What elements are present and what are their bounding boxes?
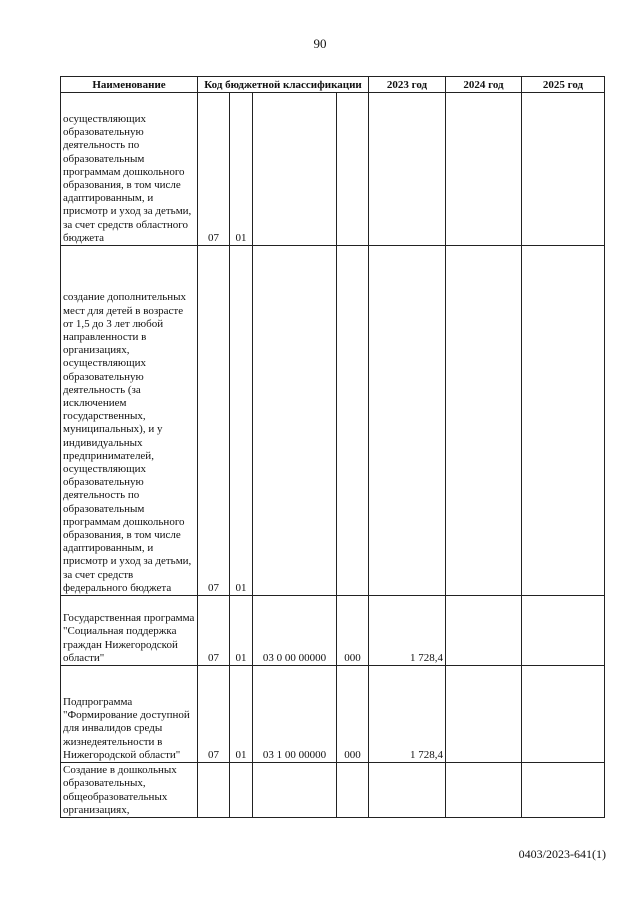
row-section: 07 — [198, 596, 230, 666]
row-2025 — [522, 763, 605, 818]
row-name: осуществляющих образовательную деятельность по образовательным программам дошкольного образования, в том числе адаптированным, и присмотр и уход за детьми, за счет средств областного бюджета — [61, 93, 198, 246]
row-subsection — [230, 763, 253, 818]
row-2025 — [522, 666, 605, 763]
page-number: 90 — [313, 36, 327, 51]
row-target: 03 0 00 00000 — [253, 596, 337, 666]
row-subsection: 01 — [230, 596, 253, 666]
row-2023 — [369, 93, 446, 246]
row-2025 — [522, 93, 605, 246]
row-2024 — [446, 93, 522, 246]
row-name: создание дополнительных мест для детей в возрасте от 1,5 до 3 лет любой направленности в организациях, осуществляющих образовательную деятельность (за исключением государственных, муниципальных), и у индивидуальных предпринимателей, осуществляющих образовательную деятельность по образовательным программам дошкольного образования, в том числе адаптированным, и присмотр и уход за детьми, за счет средств федерального бюджета — [61, 246, 198, 596]
row-2025 — [522, 596, 605, 666]
header-code: Код бюджетной классификации — [198, 77, 369, 93]
row-target — [253, 763, 337, 818]
row-section: 07 — [198, 246, 230, 596]
row-subsection: 01 — [230, 246, 253, 596]
row-target — [253, 246, 337, 596]
row-type: 000 — [337, 596, 369, 666]
header-2024: 2024 год — [446, 77, 522, 93]
row-2023: 1 728,4 — [369, 596, 446, 666]
row-name: Государственная программа "Социальная поддержка граждан Нижегородской области" — [61, 596, 198, 666]
row-subsection: 01 — [230, 666, 253, 763]
row-section — [198, 763, 230, 818]
row-type — [337, 763, 369, 818]
row-2025 — [522, 246, 605, 596]
row-2023 — [369, 763, 446, 818]
row-section: 07 — [198, 93, 230, 246]
row-name: Подпрограмма "Формирование доступной для инвалидов среды жизнедеятельности в Нижегородской области" — [61, 666, 198, 763]
document-reference: 0403/2023-641(1) — [518, 847, 606, 861]
row-target — [253, 93, 337, 246]
row-subsection: 01 — [230, 93, 253, 246]
row-type: 000 — [337, 666, 369, 763]
row-2024 — [446, 763, 522, 818]
row-2024 — [446, 246, 522, 596]
table-header-row — [61, 77, 605, 93]
row-target: 03 1 00 00000 — [253, 666, 337, 763]
header-2023: 2023 год — [369, 77, 446, 93]
header-name: Наименование — [61, 77, 198, 93]
table-row — [61, 93, 605, 246]
table-row — [61, 596, 605, 666]
header-2025: 2025 год — [522, 77, 605, 93]
row-section: 07 — [198, 666, 230, 763]
row-2024 — [446, 596, 522, 666]
budget-table — [60, 76, 605, 818]
table-row — [61, 246, 605, 596]
row-type — [337, 246, 369, 596]
row-type — [337, 93, 369, 246]
row-2024 — [446, 666, 522, 763]
row-2023 — [369, 246, 446, 596]
row-name: Создание в дошкольных образовательных, общеобразовательных организациях, — [61, 763, 198, 818]
table-row — [61, 666, 605, 763]
row-2023: 1 728,4 — [369, 666, 446, 763]
table-row — [61, 763, 605, 818]
